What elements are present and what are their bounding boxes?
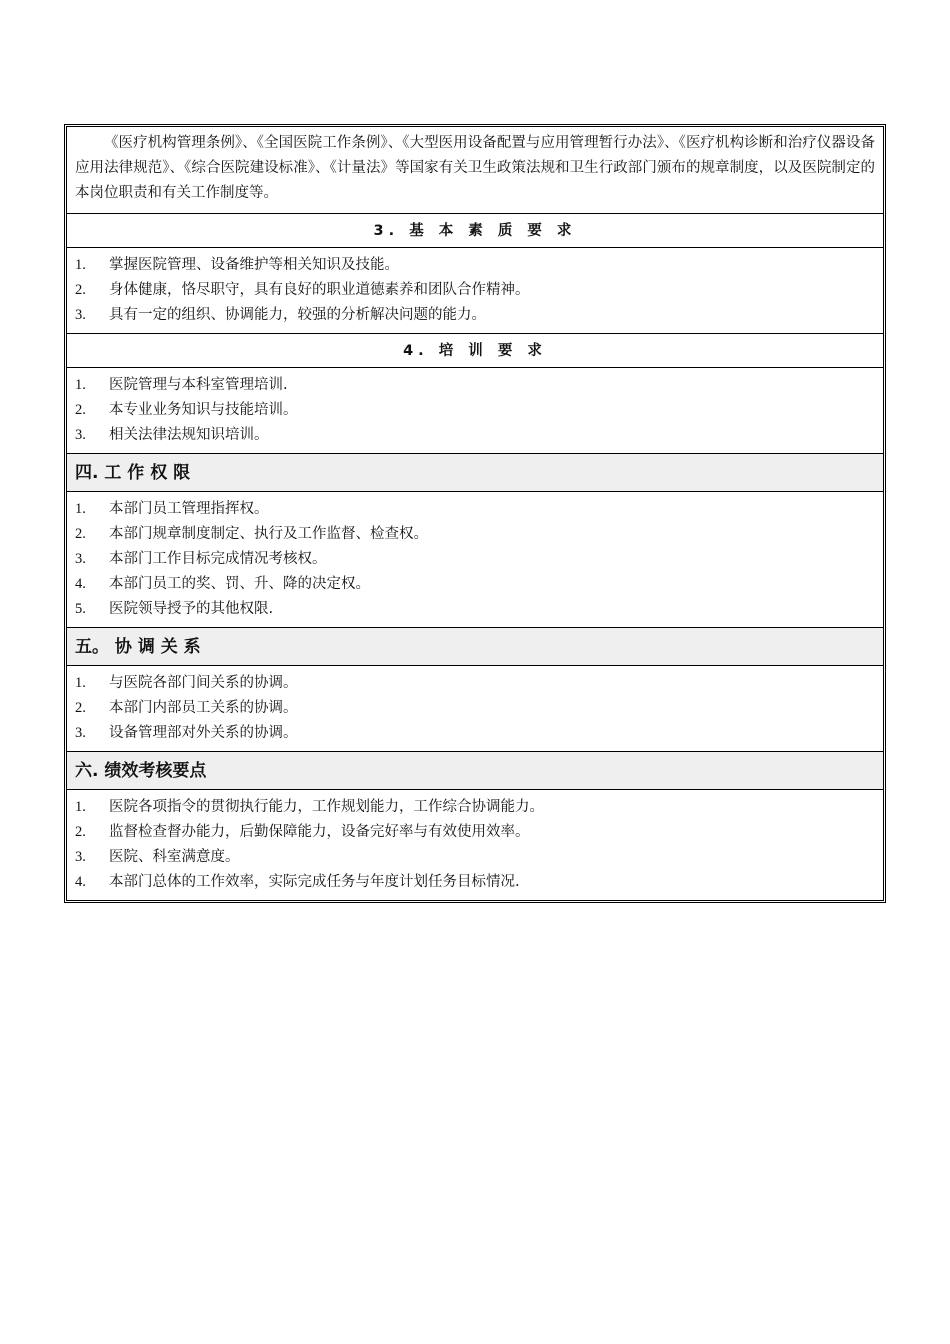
basic-quality-heading: 3. 基 本 素 质 要 求 — [67, 213, 883, 247]
list-item — [75, 597, 883, 622]
list-item — [75, 820, 883, 845]
item-text: 监督检查督办能力，后勤保障能力，设备完好率与有效使用效率。 — [109, 824, 530, 840]
item-text: 医院各项指令的贯彻执行能力，工作规划能力，工作综合协调能力。 — [109, 799, 544, 815]
item-number: 2. — [75, 282, 86, 298]
list-item — [75, 547, 883, 572]
list-item — [75, 278, 883, 303]
list-item — [75, 253, 883, 278]
item-number: 2. — [75, 402, 86, 418]
authority-section-heading: 四. 工 作 权 限 — [67, 453, 883, 491]
list-item — [75, 671, 883, 696]
item-text: 本部门规章制度制定、执行及工作监督、检查权。 — [109, 526, 428, 542]
item-number: 3. — [75, 307, 86, 323]
coordination-section-heading: 五。 协 调 关 系 — [67, 627, 883, 665]
authority-list — [67, 491, 883, 627]
item-number: 4. — [75, 576, 86, 592]
item-text: 相关法律法规知识培训。 — [109, 427, 269, 443]
item-number: 5. — [75, 601, 86, 617]
coordination-list — [67, 665, 883, 751]
item-number: 2. — [75, 700, 86, 716]
item-number: 3. — [75, 427, 86, 443]
item-text: 身体健康，恪尽职守，具有良好的职业道德素养和团队合作精神。 — [109, 282, 530, 298]
list-item — [75, 373, 883, 398]
training-list — [67, 367, 883, 453]
list-item — [75, 522, 883, 547]
item-text: 本部门总体的工作效率，实际完成任务与年度计划任务目标情况. — [109, 874, 520, 890]
regulations-paragraph: 《医疗机构管理条例》、《全国医院工作条例》、《大型医用设备配置与应用管理暂行办法》、《医疗机构诊断和治疗仪器设备应用法律规范》、《综合医院建设标准》、《计量法》等国家有关卫生政策法规和卫生行政部门颁布的规章制度，以及医院制定的本岗位职责和有关工作制度等。 — [75, 135, 875, 201]
item-text: 本部门员工管理指挥权。 — [109, 501, 269, 517]
item-number: 2. — [75, 526, 86, 542]
list-item — [75, 572, 883, 597]
job-description-table — [64, 124, 886, 903]
list-item — [75, 870, 883, 895]
item-text: 本部门员工的奖、罚、升、降的决定权。 — [109, 576, 370, 592]
basic-quality-list — [67, 247, 883, 333]
item-number: 1. — [75, 675, 86, 691]
item-text: 医院管理与本科室管理培训. — [109, 377, 288, 393]
list-item — [75, 795, 883, 820]
item-text: 本部门内部员工关系的协调。 — [109, 700, 298, 716]
list-item — [75, 303, 883, 328]
list-item — [75, 696, 883, 721]
item-number: 1. — [75, 501, 86, 517]
item-number: 3. — [75, 725, 86, 741]
item-number: 3. — [75, 849, 86, 865]
item-text: 医院、科室满意度。 — [109, 849, 240, 865]
item-number: 1. — [75, 257, 86, 273]
list-item — [75, 423, 883, 448]
performance-list — [67, 789, 883, 900]
item-text: 医院领导授予的其他权限. — [109, 601, 274, 617]
item-number: 1. — [75, 377, 86, 393]
list-item — [75, 721, 883, 746]
list-item — [75, 398, 883, 423]
item-text: 设备管理部对外关系的协调。 — [109, 725, 298, 741]
item-text: 本专业业务知识与技能培训。 — [109, 402, 298, 418]
item-text: 与医院各部门间关系的协调。 — [109, 675, 298, 691]
training-heading: 4. 培 训 要 求 — [67, 333, 883, 367]
list-item — [75, 845, 883, 870]
item-number: 3. — [75, 551, 86, 567]
item-number: 1. — [75, 799, 86, 815]
item-text: 掌握医院管理、设备维护等相关知识及技能。 — [109, 257, 399, 273]
item-text: 具有一定的组织、协调能力，较强的分析解决问题的能力。 — [109, 307, 486, 323]
performance-section-heading: 六. 绩效考核要点 — [67, 751, 883, 789]
item-text: 本部门工作目标完成情况考核权。 — [109, 551, 327, 567]
item-number: 4. — [75, 874, 86, 890]
list-item — [75, 497, 883, 522]
item-number: 2. — [75, 824, 86, 840]
